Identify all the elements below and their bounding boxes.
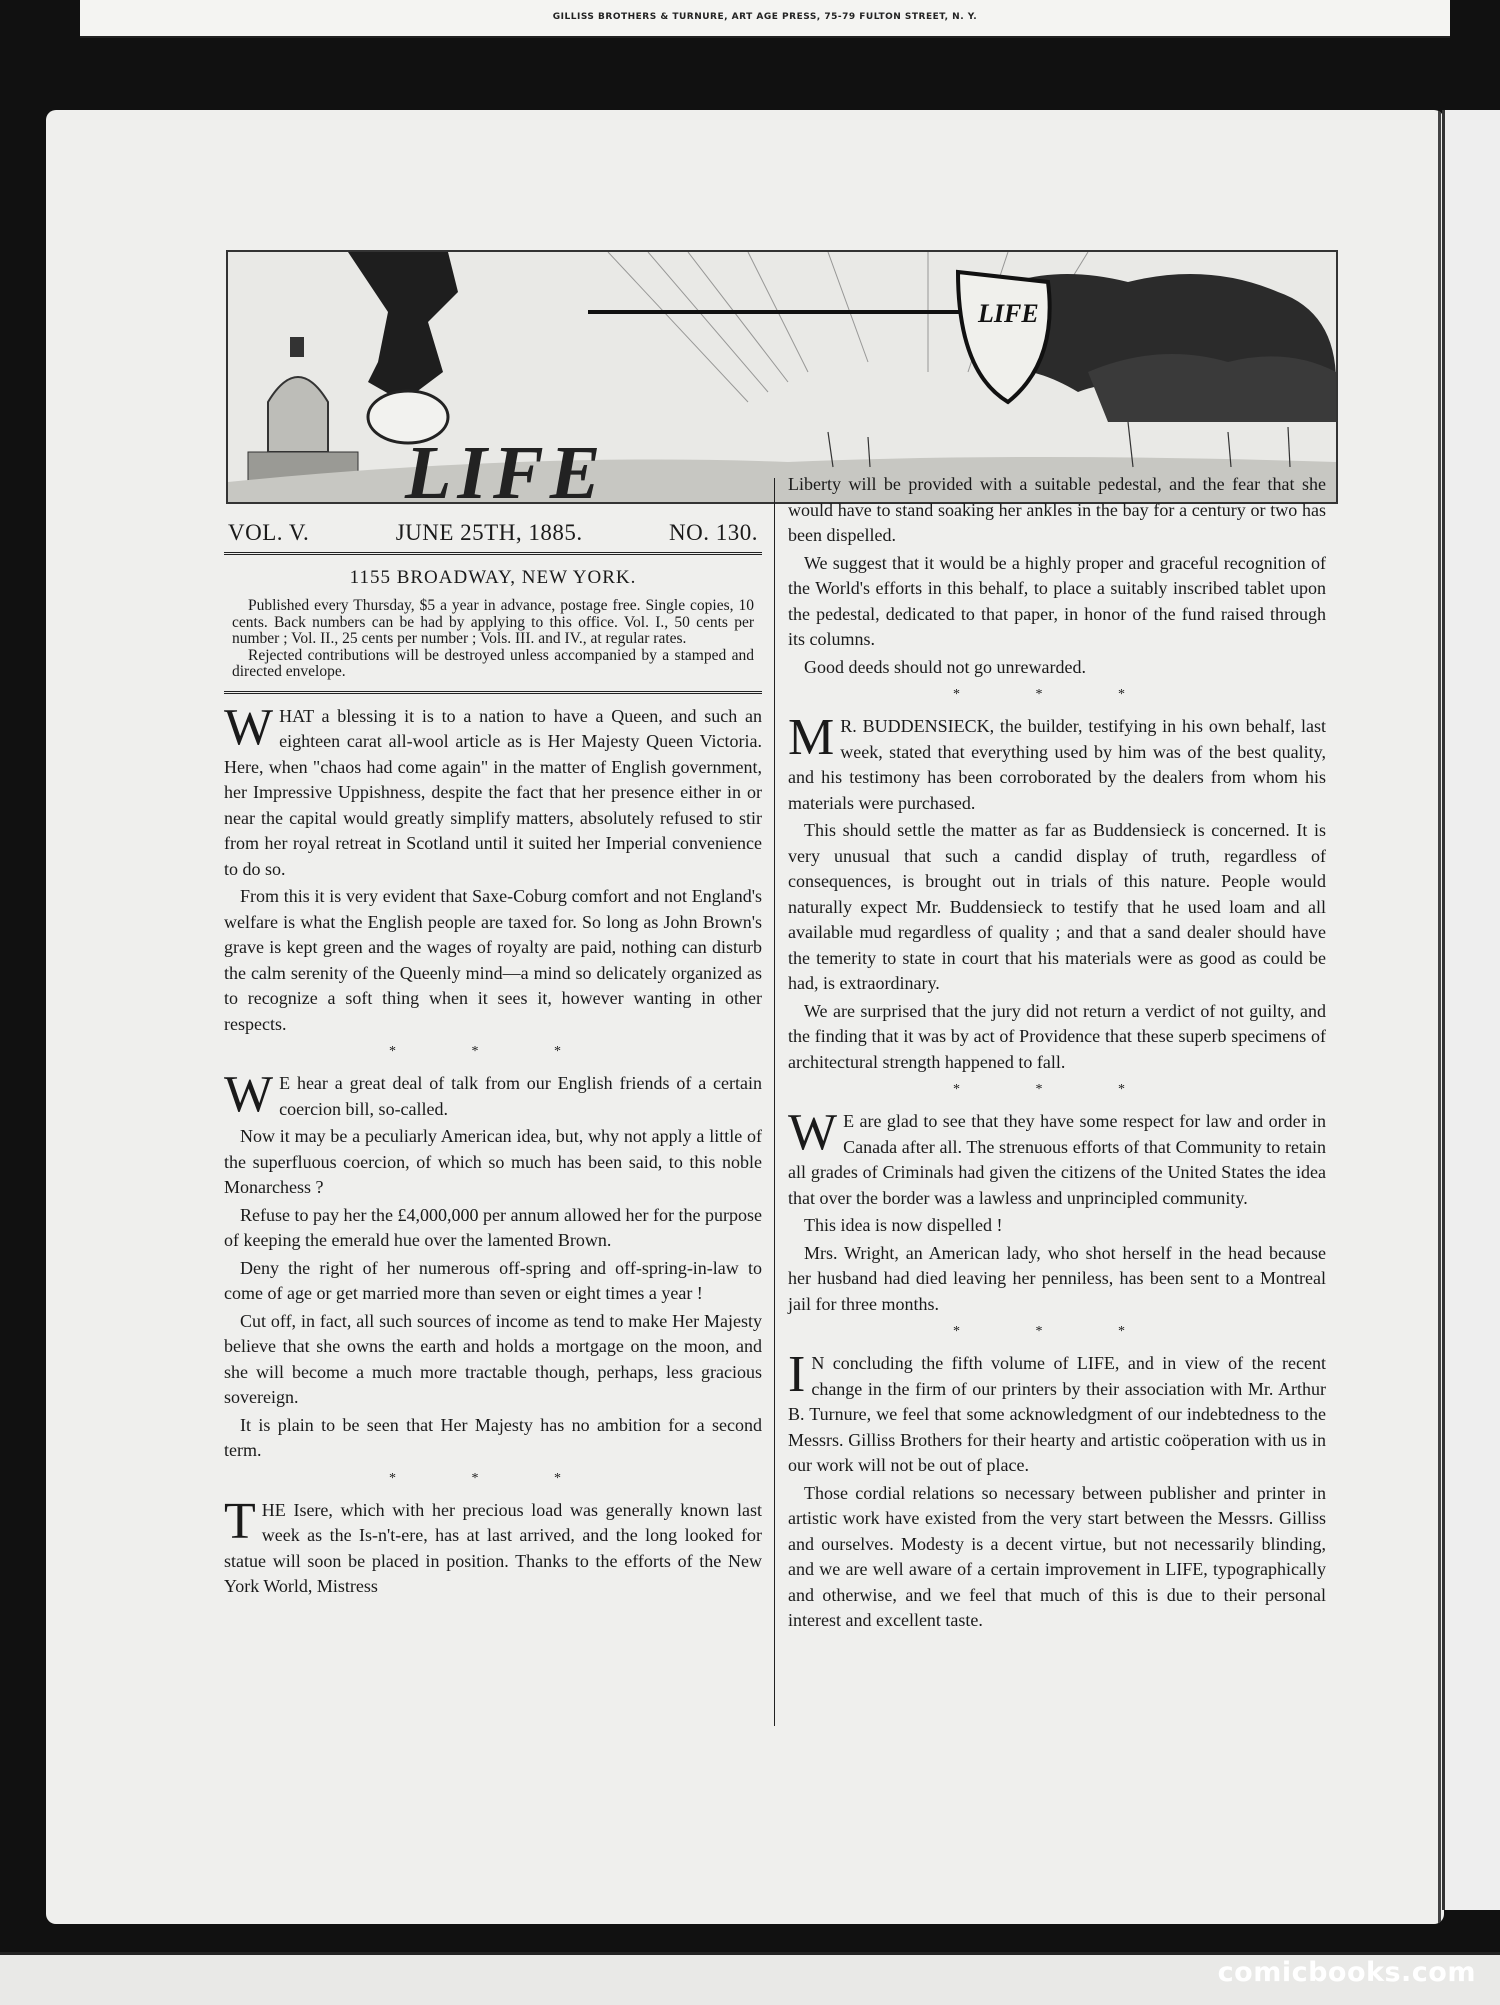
adjacent-page-edge xyxy=(1442,110,1500,1910)
paragraph: We suggest that it would be a highly proper and graceful recognition of the World's efforts in this behalf, to place a suitably inscribed tablet upon the pedestal, dedicated to that paper, in honor of the fund raised through its columns. xyxy=(788,552,1326,649)
paragraph: Liberty will be provided with a suitable pedestal, and the fear that she would have to stand soaking her ankles in the bay for a century or two has been dispelled. xyxy=(788,474,1326,545)
paragraph: HAT a blessing it is to a nation to have a Queen, and such an eighteen carat all-wool article as is Her Majesty Queen Victoria. Here, when "chaos had come again" in the matter of English government, her Impressive Uppishness, despite the fact that her presence either in or near the capital would greatly simplify matters, absolutely refused to stir from her royal retreat in Scotland until it suited her Imperial convenience to do so. xyxy=(224,705,762,879)
masthead-engraving xyxy=(228,252,1336,502)
paragraph: Those cordial relations so necessary between publisher and printer in artistic work have existed from the very start between the Messrs. Gilliss and ourselves. Modesty is a decent virtue, but not necessarily blinding, and we are well aware of a certain improvement in LIFE, typographically and otherwise, and we feel that much of this is due to their personal interest and excellent taste. xyxy=(788,1482,1326,1630)
article-printers xyxy=(788,1346,1326,1634)
issue-date: JUNE 25TH, 1885. xyxy=(395,520,583,545)
paragraph: E are glad to see that they have some respect for law and order in Canada after all. The strenuous efforts of that Community to retain all grades of Criminals had given the citizens of the United States the idea that over the border was a lawless and unprincipled community. xyxy=(788,1111,1326,1208)
article-buddensieck xyxy=(788,709,1326,1075)
paragraph: N concluding the fifth volume of LIFE, and in view of the recent change in the firm of our printers by their association with Mr. Arthur B. Turnure, we feel that some acknowledgment of our indebtedness to the Messrs. Gilliss Brothers for their hearty and artistic coöperation with us in our work will not be out of place. xyxy=(788,1353,1326,1475)
column-divider xyxy=(774,478,775,1726)
shield-lettering: LIFE xyxy=(978,299,1039,328)
paragraph: HE Isere, which with her precious load was generally known last week as the Is-n't-ere, has at last arrived, and the long looked for statue will soon be placed in position. Thanks to the efforts of the New York World, Mistress xyxy=(224,1499,762,1596)
masthead-illustration xyxy=(226,250,1338,504)
left-column xyxy=(224,520,762,1602)
section-separator: * * * xyxy=(953,687,1161,702)
article-statue-liberty xyxy=(224,1492,762,1600)
publication-notice xyxy=(232,598,754,681)
paragraph: From this it is very evident that Saxe-Coburg comfort and not England's welfare is what the English people are taxed for. So long as John Brown's grave is kept green and the wages of royalty are paid, nothing can disturb the calm serenity of the Queenly mind—a mind so delicately organized as to recognize a soft thing when it sees it, however wanting in other respects. xyxy=(224,886,762,1034)
section-separator: * * * xyxy=(953,1082,1161,1097)
paragraph: Deny the right of her numerous off-spring and off-spring-in-law to come of age or get married more than seven or eight times a year ! xyxy=(224,1257,762,1303)
drop-cap: M xyxy=(788,709,835,766)
drop-cap: W xyxy=(224,1066,274,1123)
paragraph: This idea is now dispelled ! xyxy=(804,1215,1003,1235)
paragraph: This should settle the matter as far as Buddensieck is concerned. It is very unusual that such a candid display of truth, regardless of consequences, is brought out in trials of this nature. People would naturally expect Mr. Buddensieck to testify that he used loam and all available mud regardless of quality ; and that a sand dealer should have the temerity to state in court that his materials were as good as could be had, is extraordinary. xyxy=(788,820,1326,993)
paragraph: Refuse to pay her the £4,000,000 per annum allowed her for the purpose of keeping the emerald hue over the lamented Brown. xyxy=(224,1204,762,1250)
rule-bottom xyxy=(224,691,762,694)
right-column xyxy=(788,472,1326,1636)
paragraph: Now it may be a peculiarly American idea, but, why not apply a little of the superfluous coercion, of which so much has been said, to this noble Monarchess ? xyxy=(224,1126,762,1197)
paragraph: R. BUDDENSIECK, the builder, testifying in his own behalf, last week, stated that everything used by him was of the best quality, and his testimony has been corroborated by the dealers from whom his materials were purchased. xyxy=(788,716,1326,813)
page-edge-rule xyxy=(1438,110,1441,1924)
life-logo: LIFE xyxy=(405,431,607,515)
printer-credit: GILLISS BROTHERS & TURNURE, ART AGE PRESS, 75-79 FULTON STREET, N. Y. xyxy=(552,12,978,22)
drop-cap: W xyxy=(788,1104,838,1161)
paragraph: Cut off, in fact, all such sources of income as tend to make Her Majesty believe that she owns the earth and holds a mortgage on the moon, and she will become a much more tractable though, perhaps, less gracious sovereign. xyxy=(224,1310,762,1407)
article-canada xyxy=(788,1104,1326,1317)
article-queen-victoria xyxy=(224,698,762,1038)
office-address: 1155 BROADWAY, NEW YORK. xyxy=(349,566,637,588)
paragraph: Good deeds should not go unrewarded. xyxy=(804,656,1086,677)
drop-cap: I xyxy=(788,1346,806,1403)
previous-page-strip xyxy=(80,0,1450,38)
section-separator: * * * xyxy=(389,1044,597,1059)
paragraph: Mrs. Wright, an American lady, who shot herself in the head because her husband had died leaving her penniless, has been sent to a Montreal jail for three months. xyxy=(788,1242,1326,1314)
drop-cap: T xyxy=(224,1492,256,1550)
paragraph: E hear a great deal of talk from our English friends of a certain coercion bill, so-called. xyxy=(279,1073,762,1119)
rule-top xyxy=(224,552,762,555)
issue-line xyxy=(224,520,762,546)
subscription-terms: Published every Thursday, $5 a year in advance, postage free. Single copies, 10 cents. Back numbers can be had by applying to this office. Vol. I., 50 cents per number ; Vol. II., 25 cents per number ; Vols. III. and IV., at regular rates. xyxy=(232,597,754,647)
issue-number: NO. 130. xyxy=(669,520,758,545)
article-coercion-bill xyxy=(224,1066,762,1464)
drop-cap: W xyxy=(224,698,274,756)
section-separator: * * * xyxy=(389,1470,597,1486)
contributions-notice: Rejected contributions will be destroyed unless accompanied by a stamped and directed envelope. xyxy=(232,646,754,680)
site-watermark: comicbooks.com xyxy=(1217,1957,1476,1988)
section-separator: * * * xyxy=(953,1324,1161,1339)
paragraph: We are surprised that the jury did not return a verdict of not guilty, and the finding that it was by act of Providence that these superb specimens of architectural strength happened to fall. xyxy=(788,1000,1326,1072)
paragraph: It is plain to be seen that Her Majesty has no ambition for a second term. xyxy=(224,1414,762,1460)
volume-number: VOL. V. xyxy=(228,520,310,545)
